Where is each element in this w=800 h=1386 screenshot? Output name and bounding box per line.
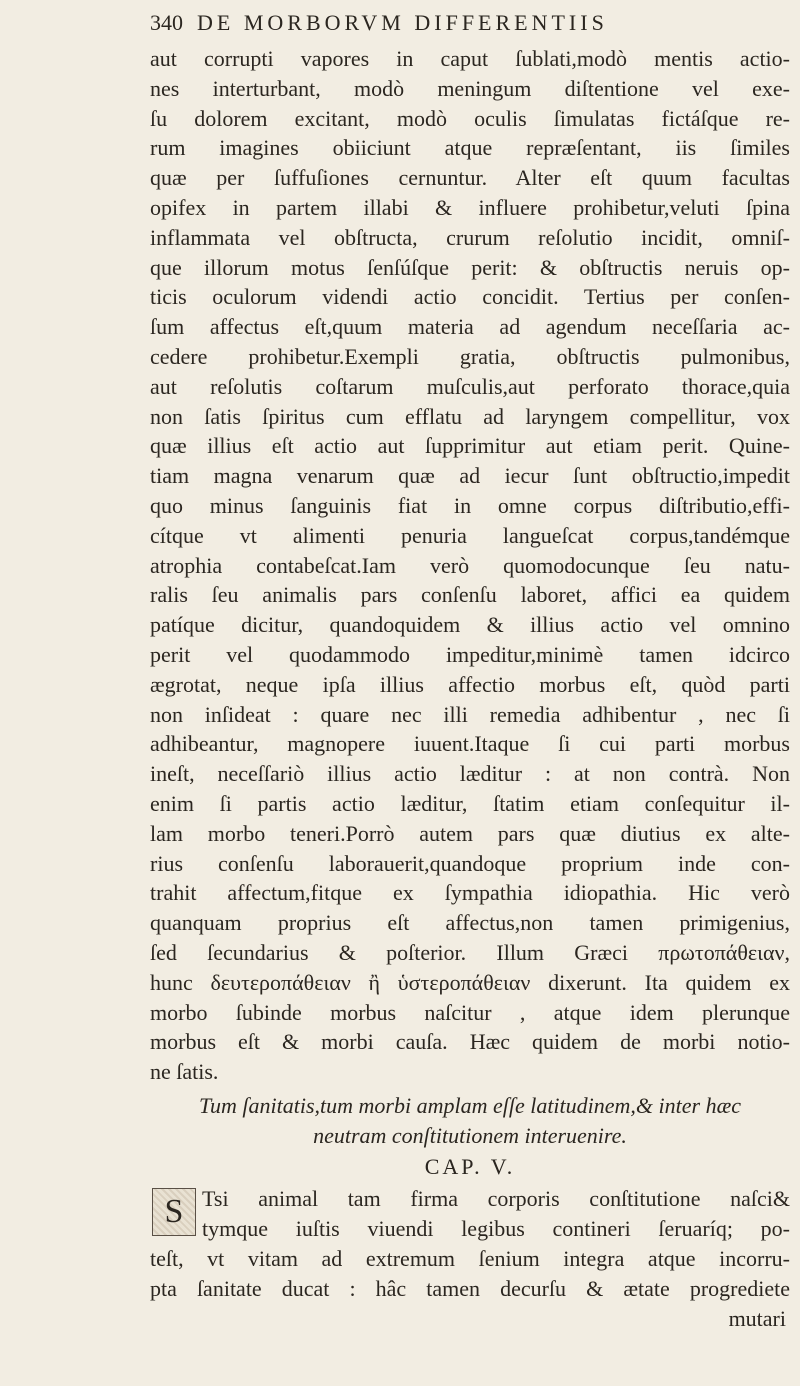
text-line: perit vel quodammodo impeditur,minimè tamen idcirco [150,641,790,667]
chapter-text [150,1184,790,1303]
text-line: teſt, vt vitam ad extremum ſenium integra atque incorru- [150,1246,790,1272]
chapter-body [150,1184,790,1303]
text-line: inflammata vel obſtructa, crurum reſolutio incidit, omniſ- [150,224,790,250]
text-line: hunc δευτεροπάθειαν ἢ ὑστεροπάθειαν dixerunt. Ita quidem ex [150,969,790,995]
text-line: atrophia contabeſcat.Iam verò quomodocunque ſeu natu- [150,552,790,578]
text-line: patíque dicitur, quandoquidem & illius actio vel omnino [150,612,790,638]
text-line: ægrotat, neque ipſa illius affectio morbus eſt, quòd parti [150,671,790,697]
heading-line: neutram conſtitutionem interuenire. [313,1122,627,1148]
text-line: cedere prohibetur.Exempli gratia, obſtructis pulmonibus, [150,343,790,369]
text-line: aut corrupti vapores in caput ſublati,modò mentis actio- [150,46,790,71]
drop-cap-letter: S [164,1193,184,1231]
text-line: tiam magna venarum quæ ad iecur ſunt obſtructio,impedit [150,463,790,489]
drop-cap-initial [152,1188,196,1236]
catchword: mutari [728,1305,786,1331]
text-line: ſum affectus eſt,quum materia ad agendum neceſſaria ac- [150,314,790,340]
text-line: ticis oculorum videndi actio concidit. Tertius per conſen- [150,284,790,310]
text-line: adhibeantur, magnopere iuuent.Itaque ſi cui parti morbus [150,731,790,757]
text-line: enim ſi partis actio læditur, ſtatim etiam conſequitur il- [150,790,790,816]
text-line: cítque vt alimenti penuria langueſcat corpus,tandémque [150,522,790,548]
text-line: non ſatis ſpiritus cum efflatu ad laryngem compellitur, vox [150,403,790,429]
text-line: morbus eſt & morbi cauſa. Hæc quidem de morbi notio- [150,1029,790,1055]
text-line: rius conſenſu laborauerit,quandoque proprium inde con- [150,850,790,876]
paragraph-1 [150,44,790,1087]
text-line: ne ſatis. [150,1059,219,1085]
text-line: Tsi animal tam firma corporis conſtitutione naſci& [202,1186,790,1212]
text-line: quæ per ſuffuſiones cernuntur. Alter eſt quum facultas [150,165,790,191]
text-line: que illorum motus ſenſúſque perit: & obſtructis neruis op- [150,254,790,280]
text-line: nes interturbant, modò meningum diſtentione vel exe- [150,75,790,101]
book-page [150,10,790,1334]
text-line: tymque iuſtis viuendi legibus contineri ſeruaríq; po- [202,1216,790,1242]
text-line: morbo ſubinde morbus naſcitur , atque idem plerunque [150,999,790,1025]
text-line: pta ſanitate ducat : hâc tamen decurſu & ætate progrediete [150,1275,790,1301]
text-line: ralis ſeu animalis pars conſenſu laboret, affici ea quidem [150,582,790,608]
section-heading [150,1091,790,1151]
text-line: lam morbo teneri.Porrò autem pars quæ diutius ex alte- [150,820,790,846]
page-header [150,10,790,44]
text-line: opifex in partem illabi & influere prohibetur,veluti ſpina [150,194,790,220]
heading-line: Tum ſanitatis,tum morbi amplam eſſe latitudinem,& inter hæc [198,1092,742,1118]
text-line: quo minus ſanguinis fiat in omne corpus diſtributio,effi- [150,492,790,518]
text-line: non inſideat : quare nec illi remedia adhibentur , nec ſi [150,701,790,727]
text-line: quæ illius eſt actio aut ſupprimitur aut etiam perit. Quine- [150,433,790,459]
text-line: rum imagines obiiciunt atque repræſentant, iis ſimiles [150,135,790,161]
text-line: trahit affectum,fitque ex ſympathia idiopathia. Hic verò [150,880,790,906]
text-line: ſu dolorem excitant, modò oculis ſimulatas fictáſque re- [150,105,790,131]
chapter-title: CAP. V. [424,1154,516,1180]
text-line: quanquam proprius eſt affectus,non tamen primigenius, [150,910,790,936]
running-head: DE MORBORVM DIFFERENTIIS [197,10,608,35]
text-line: aut reſolutis coſtarum muſculis,aut perforato thorace,quia [150,373,790,399]
text-line: ſed ſecundarius & poſterior. Illum Græci πρωτοπάθειαν, [150,939,790,965]
text-line: ineſt, neceſſariò illius actio læditur : at non contrà. Non [150,761,790,787]
page-number: 340 [150,10,183,35]
